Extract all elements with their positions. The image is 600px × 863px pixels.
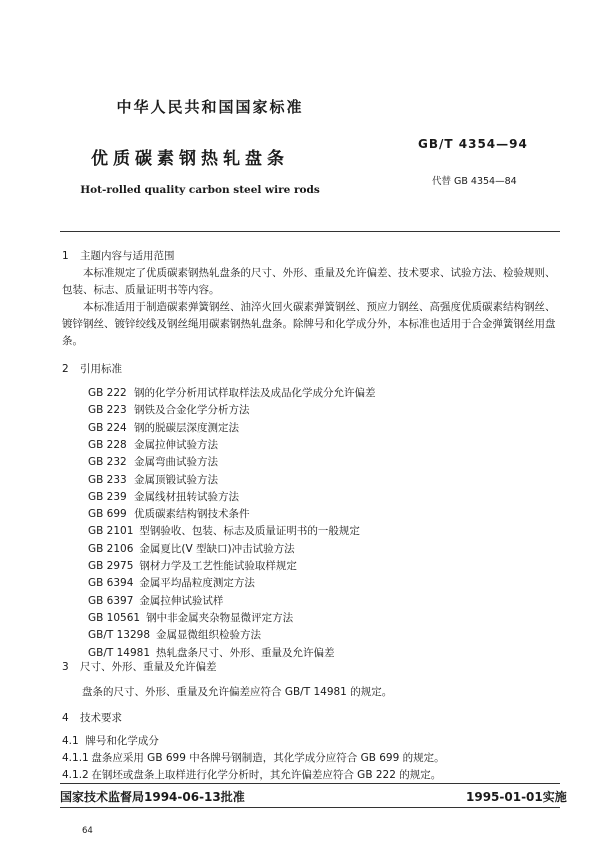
english-title: Hot-rolled quality carbon steel wire rods (80, 184, 320, 196)
reference-code: GB 6397 (88, 594, 134, 607)
standard-code: GB/T 4354—94 (418, 137, 528, 151)
reference-title: 金属线材扭转试验方法 (134, 490, 239, 503)
reference-code: GB 233 (88, 473, 127, 486)
section-title: 尺寸、外形、重量及允许偏差 (80, 661, 217, 673)
reference-item (88, 610, 293, 625)
page-number: 64 (82, 826, 93, 836)
section-title: 引用标准 (80, 363, 122, 375)
reference-code: GB/T 13298 (88, 629, 151, 642)
reference-code: GB 2975 (88, 560, 134, 572)
clause (62, 733, 159, 748)
reference-title: 金属平均晶粒度测定方法 (139, 577, 255, 590)
reference-item (88, 541, 295, 556)
reference-item (88, 454, 218, 469)
reference-item (88, 575, 255, 590)
reference-title: 金属显微组织检验方法 (156, 629, 262, 642)
reference-title: 优质碳素结构钢技术条件 (134, 508, 250, 521)
reference-item (88, 523, 360, 538)
reference-item (88, 472, 218, 487)
reference-item (88, 420, 239, 435)
clause-text: 在钢坯或盘条上取样进行化学分析时，其允许偏差应符合 GB 222 的规定。 (91, 769, 442, 781)
section-title: 主题内容与适用范围 (80, 250, 175, 262)
section-heading (62, 659, 217, 674)
paragraph: 本标准规定了优质碳素钢热轧盘条的尺寸、外形、重量及允许偏差、技术要求、试验方法、检验规则、包装、标志、质量证明书等内容。 (62, 267, 556, 296)
replaces-note: 代替 GB 4354—84 (432, 176, 517, 187)
reference-item (88, 489, 239, 504)
reference-code: GB 228 (88, 438, 127, 451)
clause-number: 4.1.2 (62, 769, 89, 781)
clause-text: 盘条应采用 GB 699 中各牌号钢制造，其化学成分应符合 GB 699 的规定。 (91, 752, 445, 764)
approval-date: 国家技术监督局1994-06-13批准 (60, 790, 245, 804)
header-divider (60, 231, 560, 232)
clause-text: 牌号和化学成分 (85, 735, 159, 747)
clause-number: 4.1.1 (62, 752, 89, 764)
reference-item (88, 437, 218, 452)
reference-item (88, 402, 250, 417)
section-number: 2 (62, 363, 69, 375)
footer-divider-bottom (60, 807, 560, 808)
reference-code: GB 222 (88, 387, 127, 399)
paragraph: 本标准适用于制造碳素弹簧钢丝、油淬火回火碳素弹簧钢丝、预应力钢丝、高强度优质碳素结构钢丝、镀锌钢丝、镀锌绞线及钢丝绳用碳素钢热轧盘条。除牌号和化学成分外，本标准也适用于合金弹簧钢丝用盘条。 (62, 301, 556, 347)
standard-title: 中华人民共和国国家标准 (116, 98, 304, 116)
reference-item (88, 558, 297, 573)
reference-title: 金属弯曲试验方法 (134, 456, 218, 469)
reference-title: 金属顶锻试验方法 (134, 473, 218, 486)
reference-code: GB 224 (88, 421, 127, 434)
section-title: 技术要求 (80, 712, 122, 724)
section-number: 1 (62, 250, 69, 262)
section-number: 3 (62, 661, 69, 673)
reference-code: GB 10561 (88, 611, 141, 624)
section-heading (62, 361, 122, 376)
reference-code: GB 239 (88, 490, 127, 503)
section-heading (62, 248, 175, 263)
reference-code: GB 699 (88, 508, 127, 521)
reference-code: GB/T 14981 (88, 646, 151, 659)
reference-code: GB 223 (88, 404, 127, 417)
section-number: 4 (62, 712, 69, 724)
reference-code: GB 2101 (88, 525, 134, 538)
reference-item (88, 627, 261, 642)
reference-code: GB 2106 (88, 542, 134, 555)
reference-title: 钢铁及合金化学分析方法 (134, 404, 250, 417)
reference-title: 钢的化学分析用试样取样法及成品化学成分允许偏差 (134, 387, 376, 399)
reference-item (88, 645, 335, 660)
section-heading (62, 710, 122, 725)
effective-date: 1995-01-01实施 (466, 790, 567, 804)
reference-title: 钢的脱碳层深度测定法 (134, 421, 239, 434)
reference-title: 钢中非金属夹杂物显微评定方法 (146, 611, 294, 624)
reference-title: 金属拉伸试验试样 (139, 594, 224, 607)
reference-title: 金属夏比(V 型缺口)冲击试验方法 (139, 542, 295, 555)
reference-item (88, 506, 250, 521)
reference-item (88, 385, 376, 400)
clause-number: 4.1 (62, 735, 79, 747)
clause (62, 750, 445, 765)
document-title: 优质碳素钢热轧盘条 (91, 149, 289, 169)
reference-code: GB 232 (88, 456, 127, 469)
reference-code: GB 6394 (88, 577, 134, 590)
reference-title: 热轧盘条尺寸、外形、重量及允许偏差 (156, 646, 335, 659)
clause (62, 767, 441, 782)
reference-item (88, 593, 223, 608)
reference-title: 金属拉伸试验方法 (134, 438, 218, 451)
footer-divider (60, 783, 560, 784)
reference-title: 钢材力学及工艺性能试验取样规定 (139, 560, 297, 572)
paragraph: 盘条的尺寸、外形、重量及允许偏差应符合 GB/T 14981 的规定。 (82, 686, 393, 698)
reference-title: 型钢验收、包装、标志及质量证明书的一般规定 (139, 525, 360, 538)
